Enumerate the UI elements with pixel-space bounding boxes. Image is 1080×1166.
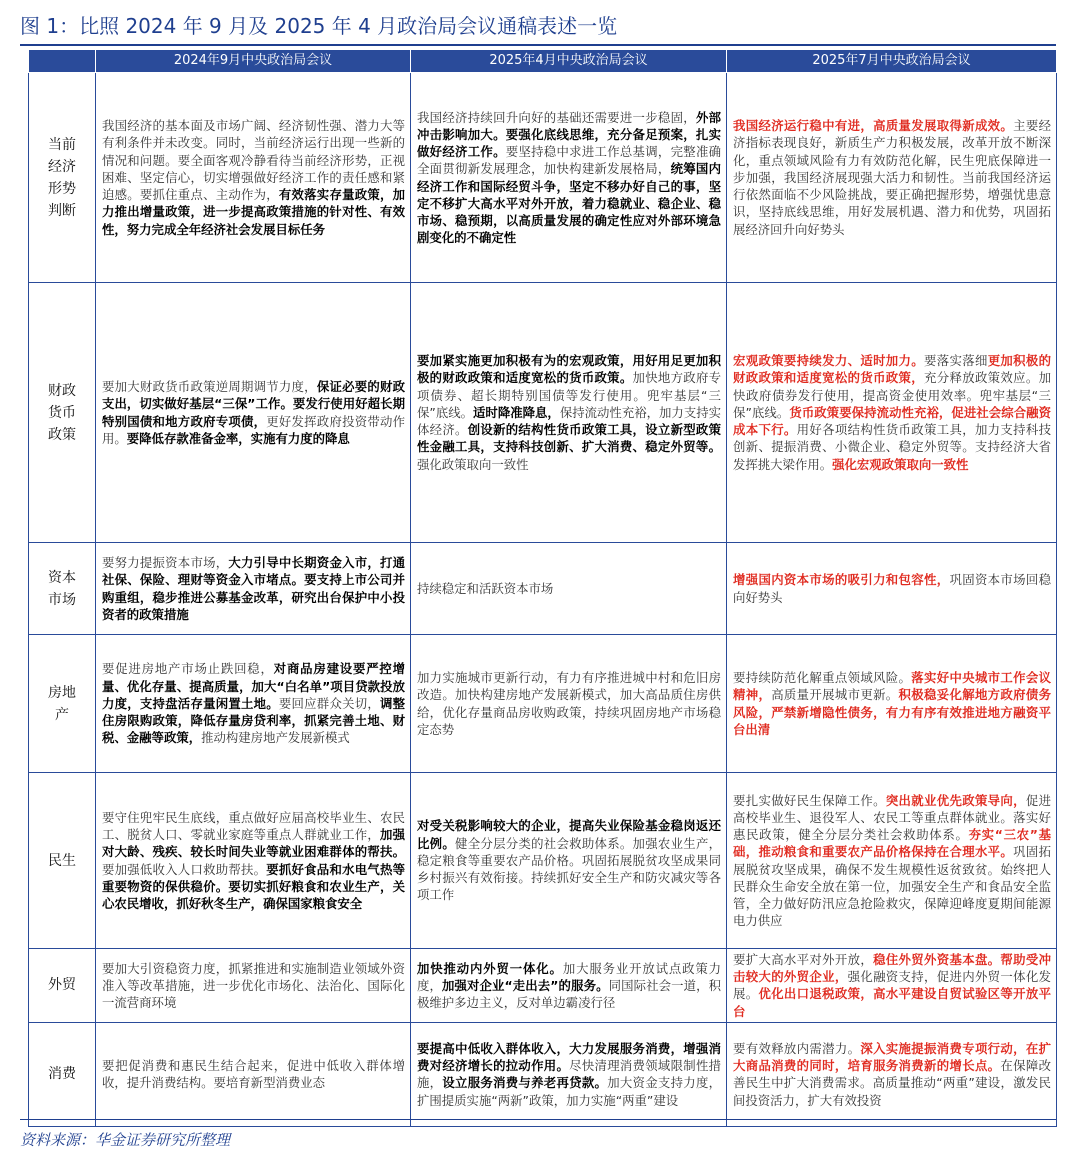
text-segment: 要加大引资稳资力度，抓紧推进和实施制造业领域外资准入等改革措施，进一步优化市场化、法治化、国际化一流营商环境 — [102, 960, 405, 1010]
text-segment: 加大服务业开放试点政策力度， — [417, 960, 722, 993]
bottom-rule — [20, 1119, 1056, 1120]
table-body — [29, 73, 1057, 1127]
cell-fiscal-monetary-2025-04 — [411, 283, 727, 543]
cell-real-estate-2025-04 — [411, 635, 727, 773]
header-2025-04: 2025年4月中央政治局会议 — [411, 50, 727, 73]
text-segment: 保证必要的财政支出，切实做好基层“三保”工作。要发行使用好超长期特别国债和地方政府专项债， — [102, 379, 406, 429]
text-segment: 大力引导中长期资金入市，打通社保、保险、理财等资金入市堵点。要支持上市公司并购重组，稳步推进公募基金改革，研究出台保护中小投资者的政策措施 — [102, 555, 406, 622]
row-label-fiscal-monetary: 财政 货币 政策 — [29, 283, 96, 543]
text-segment: 我国经济的基本面及市场广阔、经济韧性强、潜力大等有利条件并未改变。同时，当前经济运行出现一些新的情况和问题。要全面客观冷静看待当前经济形势，正视困难、坚定信心，切实增强做好经济工作的责任感和紧迫感。要抓住重点、主动作为， — [102, 118, 405, 203]
cell-economic-outlook-2024-09 — [96, 73, 411, 283]
text-segment: 尽快清理消费领域限制性措施， — [417, 1058, 722, 1091]
text-segment: 持续稳定和活跃资本市场 — [417, 580, 554, 596]
cell-consumption-2024-09 — [96, 1022, 411, 1126]
text-segment: 强化融资支持，促进内外贸一体化发展。 — [733, 969, 1052, 1002]
text-segment: 同国际社会一道，积极维护多边主义，反对单边霸凌行径 — [417, 977, 721, 1010]
text-segment: 促进高校毕业生、退役军人、农民工等重点群体就业。落实好惠民政策，健全分层分类社会救助体系。 — [733, 792, 1052, 843]
table-row-fiscal-monetary — [29, 283, 1057, 543]
text-segment: 深入实施提振消费专项行动，在扩大商品消费的同时，培育服务消费新的增长点。 — [733, 1040, 1052, 1074]
text-segment: 要降低存款准备金率，实施有力度的降息 — [126, 430, 350, 446]
text-segment: 夯实“三农”基础，推动粮食和重要农产品价格保持在合理水平。 — [733, 827, 1051, 860]
cell-foreign-trade-2024-09 — [96, 949, 411, 1023]
text-segment: 加快地方政府专项债券、超长期特别国债等发行使用。兜牢基层“三保”底线。 — [417, 370, 722, 420]
text-segment: 在保障改善民生中扩大消费需求。高质量推动“两重”建设，激发民间投资活力，扩大有效投资 — [733, 1058, 1052, 1108]
text-segment: 健全分层分类的社会救助体系。加强农业生产，稳定粮食等重要农产品价格。巩固拓展脱贫攻坚成果同乡村振兴有效衔接。持续抓好安全生产和防灾减灾等各项工作 — [417, 835, 722, 903]
header-2024-09: 2024年9月中央政治局会议 — [96, 50, 411, 73]
text-segment: 要提高中低收入群体收入，大力发展服务消费，增强消费对经济增长的拉动作用。 — [417, 1040, 721, 1074]
text-segment: 增强国内资本市场的吸引力和包容性， — [733, 572, 950, 588]
text-segment: 我国经济运行稳中有进，高质量发展取得新成效。 — [733, 118, 1014, 134]
text-segment: 创设新的结构性货币政策工具，设立新型政策性金融工具，支持科技创新、扩大消费、稳定外贸等。 — [417, 422, 722, 455]
text-segment: 用好各项结构性货币政策工具，加力支持科技创新、提振消费、小微企业、稳定外贸等。支持经济大省发挥挑大梁作用。 — [733, 422, 1052, 472]
text-segment: 积极稳妥化解地方政府债务风险，严禁新增隐性债务，有力有序有效推进地方融资平台出清 — [733, 687, 1052, 737]
table-header-row — [29, 50, 1057, 73]
cell-foreign-trade-2025-07 — [727, 949, 1057, 1023]
cell-capital-market-2025-07 — [727, 543, 1057, 635]
text-segment: 加大资金支持力度，扩围提质实施“两新”政策，加力实施“两重”建设 — [417, 1075, 722, 1108]
cell-livelihood-2024-09 — [96, 773, 411, 949]
text-segment: 要坚持稳中求进工作总基调，完整准确全面贯彻新发展理念，加快构建新发展格局， — [417, 144, 722, 177]
cell-capital-market-2025-04 — [411, 543, 727, 635]
table-row-livelihood — [29, 773, 1057, 949]
text-segment: 适时降准降息， — [473, 404, 560, 420]
text-segment: 要促进房地产市场止跌回稳， — [102, 661, 274, 677]
text-segment: 加强对大龄、残疾、较长时间失业等就业困难群体的帮扶。 — [102, 827, 406, 860]
text-segment: 加力实施城市更新行动，有力有序推进城中村和危旧房改造。加快构建房地产发展新模式，加大高品质住房供给，优化存量商品房收购政策，持续巩固房地产市场稳定态势 — [417, 670, 721, 737]
text-segment: 推动构建房地产发展新模式 — [201, 730, 350, 746]
text-segment: 对受关税影响较大的企业，提高失业保险基金稳岗返还比例。 — [417, 818, 721, 851]
table-row-consumption — [29, 1022, 1057, 1126]
text-segment: 要回应群众关切， — [278, 695, 380, 711]
cell-livelihood-2025-04 — [411, 773, 727, 949]
text-segment: 对商品房建设要严控增量、优化存量、提高质量，加大“白名单”项目贷款投放力度，支持盘活存量闲置土地。 — [102, 661, 406, 711]
text-segment: 设立服务消费与养老再贷款。 — [442, 1075, 608, 1091]
cell-real-estate-2025-07 — [727, 635, 1057, 773]
cell-foreign-trade-2025-04 — [411, 949, 727, 1023]
cell-real-estate-2024-09 — [96, 635, 411, 773]
text-segment: 要扩大高水平对外开放， — [733, 952, 874, 967]
table-row-real-estate — [29, 635, 1057, 773]
text-segment: 货币政策要保持流动性充裕，促进社会综合融资成本下行。 — [733, 404, 1052, 438]
source-note: 资料来源：华金证券研究所整理 — [20, 1131, 231, 1149]
text-segment: 巩固拓展脱贫攻坚成果，确保不发生规模性返贫致贫。始终把人民群众生命安全放在第一位，加强安全生产和食品安全监管，全力做好防汛应急抢险救灾，保障迎峰度夏期间能源电力供应 — [733, 844, 1052, 929]
table-row-foreign-trade — [29, 949, 1057, 1023]
row-label-economic-outlook: 当前 经济 形势 判断 — [29, 73, 96, 283]
cell-fiscal-monetary-2025-07 — [727, 283, 1057, 543]
text-segment: 要加紧实施更加积极有为的宏观政策，用好用足更加积极的财政政策和适度宽松的货币政策。 — [417, 353, 721, 386]
figure-title: 图 1：比照 2024 年 9 月及 2025 年 4 月政治局会议通稿表述一览 — [20, 14, 618, 38]
row-label-capital-market: 资本 市场 — [29, 543, 96, 635]
table-row-capital-market — [29, 543, 1057, 635]
cell-economic-outlook-2025-04 — [411, 73, 727, 283]
text-segment: 充分释放政策效应。加快政府债券发行使用，提高资金使用效率。兜牢基层“三保”底线。 — [733, 370, 1052, 420]
comparison-table — [28, 49, 1057, 1127]
cell-livelihood-2025-07 — [727, 773, 1057, 949]
cell-consumption-2025-04 — [411, 1022, 727, 1126]
text-segment: 突出就业优先政策导向， — [885, 792, 1026, 808]
row-label-livelihood: 民生 — [29, 773, 96, 949]
cell-capital-market-2024-09 — [96, 543, 411, 635]
text-segment: 保持流动性充裕，加力支持实体经济。 — [417, 404, 722, 438]
text-segment: 统筹国内经济工作和国际经贸斗争，坚定不移办好自己的事，坚定不移扩大高水平对外开放，着力稳就业、稳企业、稳市场、稳预期，以高质量发展的确定性应对外部环境急剧变化的不确定性 — [417, 161, 722, 246]
text-segment: 要加大财政货币政策逆周期调节力度， — [102, 379, 317, 395]
text-segment: 更好发挥政府投资带动作用。 — [102, 413, 406, 446]
header-corner — [29, 50, 96, 73]
text-segment: 加强对企业“走出去”的服务。 — [442, 977, 609, 993]
text-segment: 我国经济持续回升向好的基础还需要进一步稳固， — [417, 109, 696, 125]
text-segment: 加快推动内外贸一体化。 — [417, 960, 563, 976]
cell-fiscal-monetary-2024-09 — [96, 283, 411, 543]
text-segment: 宏观政策要持续发力、适时加力。 — [733, 353, 925, 369]
header-2025-07: 2025年7月中央政治局会议 — [727, 50, 1057, 73]
text-segment: 要抓好食品和水电气热等重要物资的保供稳价。要切实抓好粮食和农业生产，关心农民增收，抓好秋冬生产，确保国家粮食安全 — [102, 861, 406, 911]
text-segment: 强化宏观政策取向一致性 — [832, 456, 969, 472]
text-segment: 高质量开展城市更新。 — [771, 687, 899, 703]
text-segment: 要有效释放内需潜力。 — [733, 1040, 861, 1056]
text-segment: 有效落实存量政策，加力推出增量政策，进一步提高政策措施的针对性、有效性，努力完成全年经济社会发展目标任务 — [102, 187, 406, 237]
text-segment: 巩固资本市场回稳向好势头 — [733, 572, 1052, 605]
text-segment: 要把促消费和惠民生结合起来，促进中低收入群体增收，提升消费结构。要培育新型消费业态 — [102, 1058, 405, 1091]
cell-consumption-2025-07 — [727, 1022, 1057, 1126]
table-row-economic-outlook — [29, 73, 1057, 283]
text-segment: 要扎实做好民生保障工作。 — [733, 792, 886, 808]
text-segment: 强化政策取向一致性 — [417, 456, 529, 472]
text-segment: 落实好中央城市工作会议精神， — [733, 670, 1052, 703]
text-segment: 主要经济指标表现良好，新质生产力积极发展，改革开放不断深化，重点领域风险有力有效防范化解，民生兜底保障进一步加强，我国经济展现强大活力和韧性。当前我国经济运行依然面临不少风险挑战，要正确把握形势，增强忧患意识，坚持底线思维，用好发展机遇、潜力和优势，巩固拓展经济回升向好势头 — [733, 118, 1052, 237]
text-segment: 要加强低收入人口救助帮扶。 — [102, 861, 267, 877]
row-label-real-estate: 房地 产 — [29, 635, 96, 773]
text-segment: 优化出口退税政策，高水平建设自贸试验区等开放平台 — [733, 986, 1052, 1019]
cell-economic-outlook-2025-07 — [727, 73, 1057, 283]
text-segment: 更加积极的财政政策和适度宽松的货币政策， — [733, 353, 1052, 386]
text-segment: 要持续防范化解重点领域风险。 — [733, 670, 912, 686]
row-label-consumption: 消费 — [29, 1022, 96, 1126]
row-label-foreign-trade: 外贸 — [29, 949, 96, 1023]
text-segment: 要守住兜牢民生底线，重点做好应届高校毕业生、农民工、脱贫人口、零就业家庭等重点人群就业工作， — [102, 809, 405, 843]
title-rule — [20, 44, 1056, 46]
text-segment: 要落实落细 — [924, 353, 988, 369]
text-segment: 稳住外贸外资基本盘。帮助受冲击较大的外贸企业， — [733, 952, 1052, 985]
text-segment: 要努力提振资本市场， — [102, 555, 229, 571]
text-segment: 调整住房限购政策，降低存量房贷利率，抓紧完善土地、财税、金融等政策， — [102, 695, 406, 746]
text-segment: 外部冲击影响加大。要强化底线思维，充分备足预案，扎实做好经济工作。 — [417, 109, 722, 160]
